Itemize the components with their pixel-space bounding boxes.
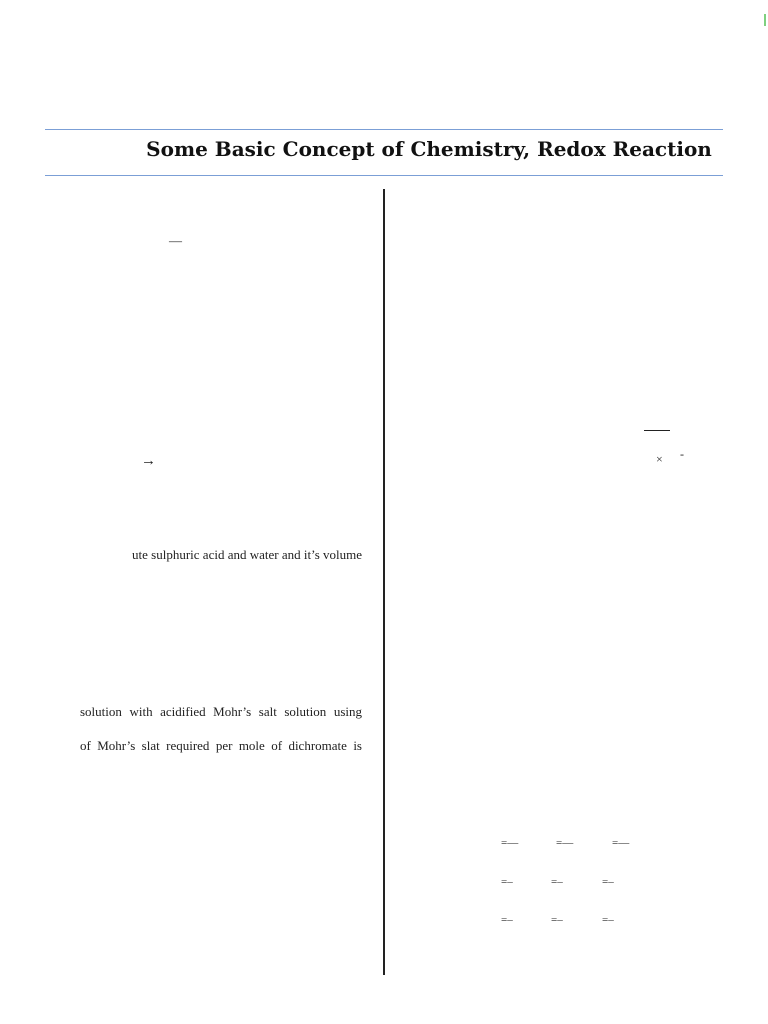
header-top-rule <box>45 129 723 130</box>
equation-cell: =– <box>501 914 513 926</box>
equation-cell: =— <box>612 837 630 849</box>
fraction-bar: — <box>169 233 182 248</box>
minus-sign: - <box>680 447 684 461</box>
equation-cell: =— <box>556 837 574 849</box>
corner-mark <box>764 14 766 26</box>
text-line: ute sulphuric acid and water and it’s volume <box>132 547 362 562</box>
fraction-bar <box>644 430 670 431</box>
equation-cell: =– <box>551 914 563 926</box>
column-divider <box>383 189 385 975</box>
header-bottom-rule <box>45 175 723 176</box>
page-title: Some Basic Concept of Chemistry, Redox Reaction <box>146 137 712 161</box>
equation-cell: =– <box>602 914 614 926</box>
equation-cell: =– <box>501 876 513 888</box>
equation-cell: =— <box>501 837 519 849</box>
text-line: solution with acidified Mohr’s salt solution using <box>80 704 362 719</box>
times-sign: × <box>656 452 663 466</box>
equation-cell: =– <box>551 876 563 888</box>
reaction-arrow: → <box>141 453 156 469</box>
equation-cell: =– <box>602 876 614 888</box>
text-line: of Mohr’s slat required per mole of dichromate is <box>80 738 362 753</box>
